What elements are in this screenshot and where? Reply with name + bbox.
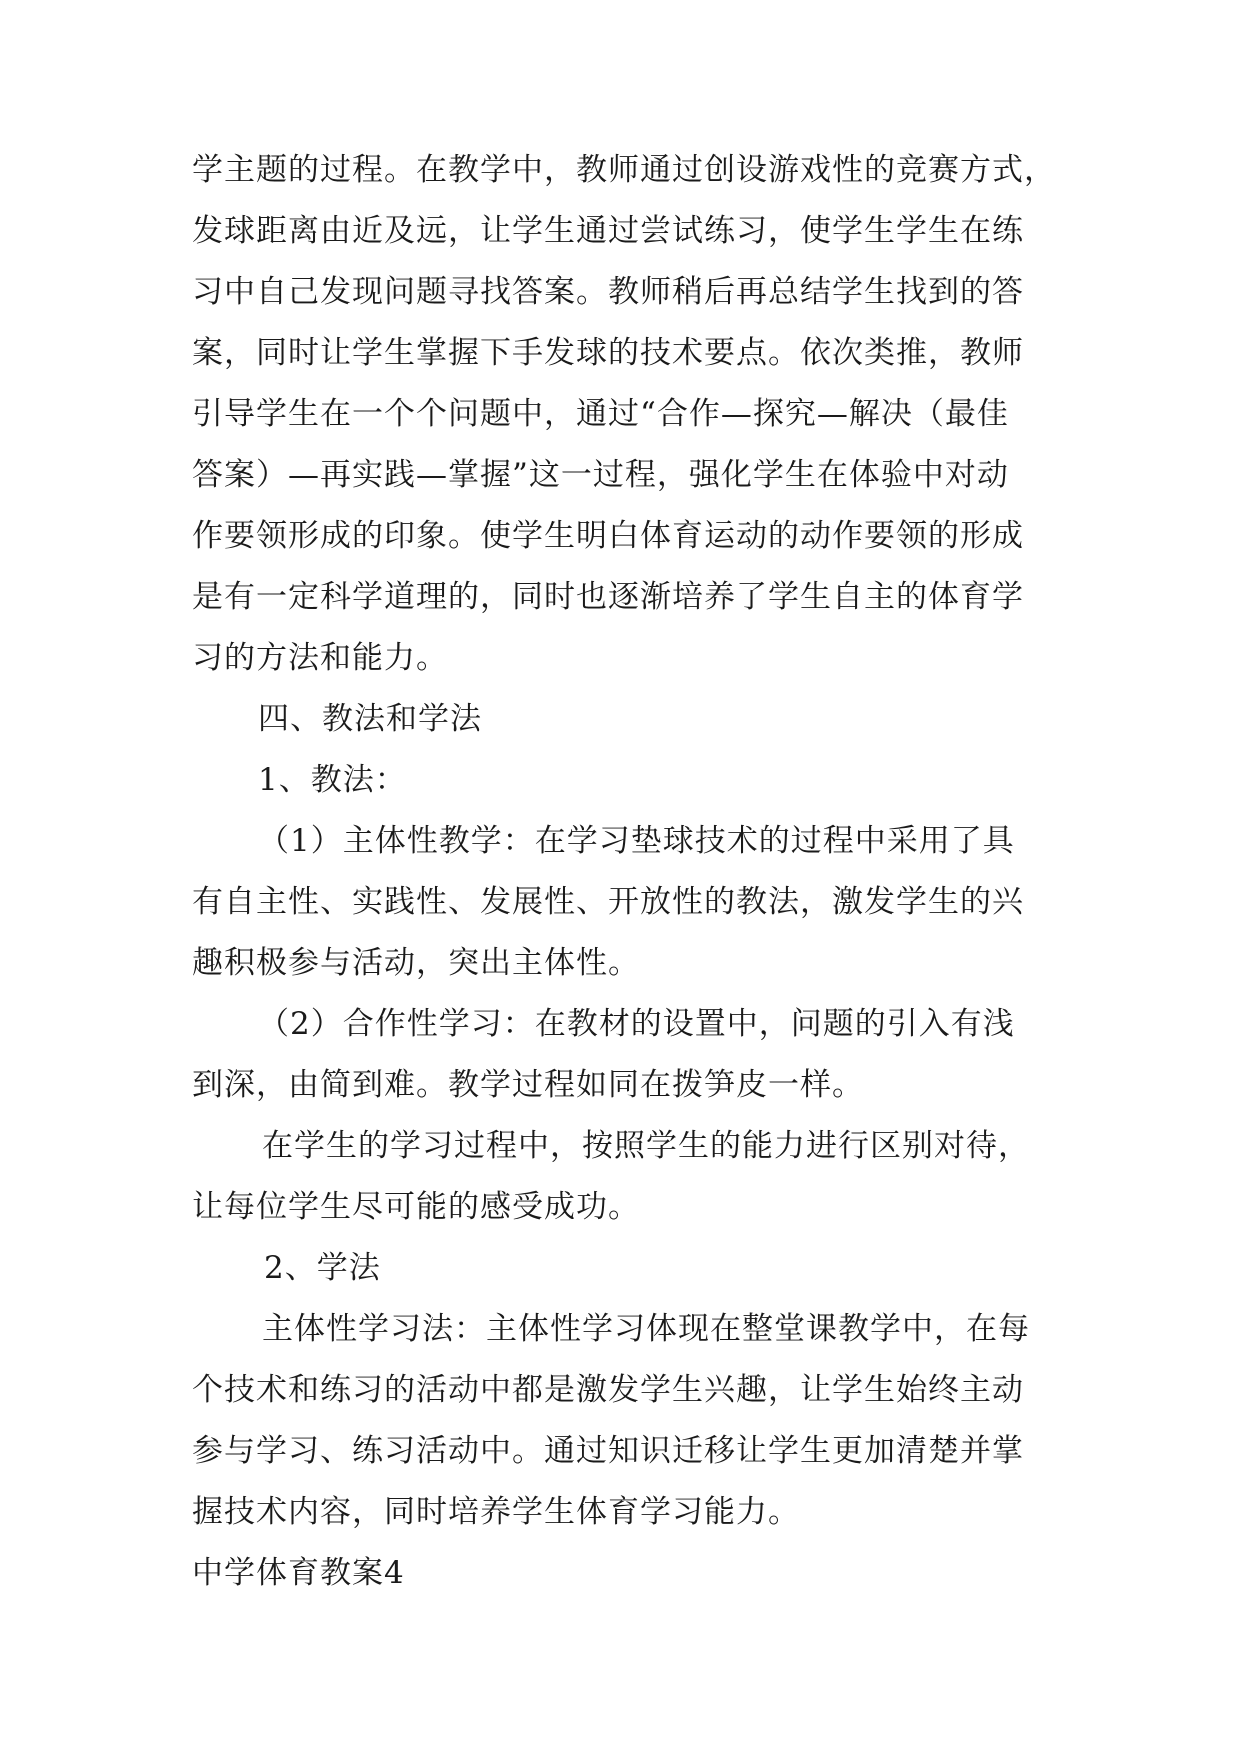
paragraph-line: 引导学生在一个个问题中，通过“合作—探究—解决（最佳: [192, 396, 1009, 432]
paragraph-line: 习的方法和能力。: [192, 640, 448, 676]
section-heading: 四、教法和学法: [258, 701, 482, 737]
list-item-line: （2）合作性学习：在教材的设置中，问题的引入有浅: [258, 1006, 1015, 1042]
paragraph-line: 参与学习、练习活动中。通过知识迁移让学生更加清楚并掌: [192, 1433, 1024, 1469]
paragraph-line: 案，同时让学生掌握下手发球的技术要点。依次类推，教师: [192, 335, 1024, 371]
paragraph-line: 习中自己发现问题寻找答案。教师稍后再总结学生找到的答: [192, 274, 1024, 310]
subsection-heading: 2、学法: [264, 1250, 381, 1286]
list-item-line: （1）主体性教学：在学习垫球技术的过程中采用了具: [258, 823, 1015, 859]
paragraph-line: 让每位学生尽可能的感受成功。: [192, 1189, 640, 1225]
paragraph-line: 在学生的学习过程中，按照学生的能力进行区别对待，: [262, 1128, 1030, 1164]
paragraph-line: 作要领形成的印象。使学生明白体育运动的动作要领的形成: [192, 518, 1024, 554]
document-title: 中学体育教案4: [192, 1555, 405, 1591]
subsection-heading: 1、教法：: [258, 762, 407, 798]
paragraph-line: 个技术和练习的活动中都是激发学生兴趣，让学生始终主动: [192, 1372, 1024, 1408]
paragraph-line: 是有一定科学道理的，同时也逐渐培养了学生自主的体育学: [192, 579, 1024, 615]
list-item-line: 有自主性、实践性、发展性、开放性的教法，激发学生的兴: [192, 884, 1024, 920]
paragraph-line: 握技术内容，同时培养学生体育学习能力。: [192, 1494, 800, 1530]
paragraph-line: 发球距离由近及远，让学生通过尝试练习，使学生学生在练: [192, 213, 1024, 249]
paragraph-line: 主体性学习法：主体性学习体现在整堂课教学中，在每: [262, 1311, 1030, 1347]
paragraph-line: 答案）—再实践—掌握”这一过程，强化学生在体验中对动: [192, 457, 1009, 493]
list-item-line: 到深，由简到难。教学过程如同在拨笋皮一样。: [192, 1067, 864, 1103]
paragraph-line: 学主题的过程。在教学中，教师通过创设游戏性的竞赛方式，: [192, 152, 1056, 188]
list-item-line: 趣积极参与活动，突出主体性。: [192, 945, 640, 981]
